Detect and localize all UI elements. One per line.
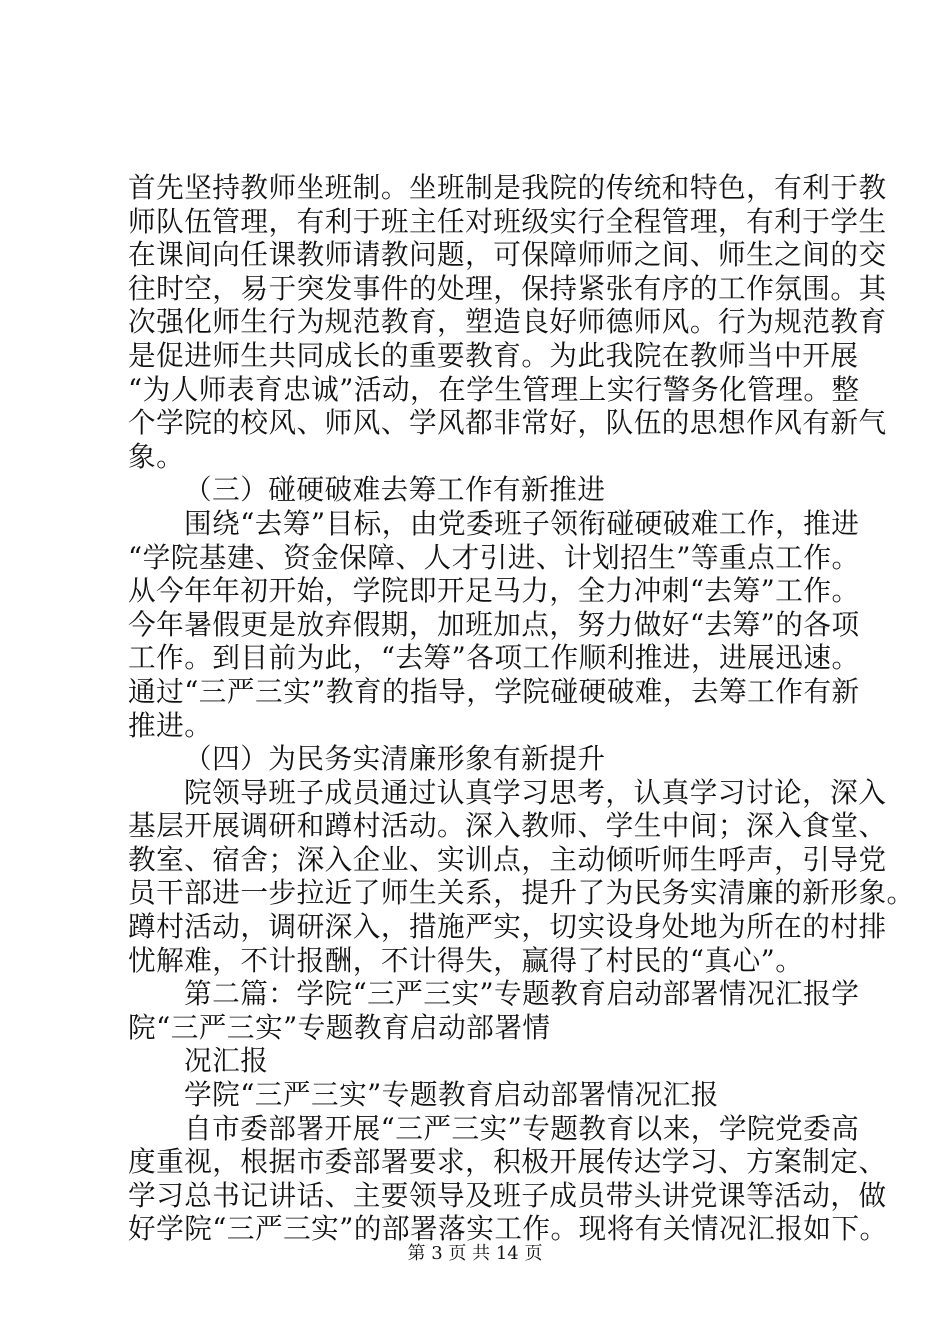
text-line: 是促进师生共同成长的重要教育。为此我院在教师当中开展 (128, 338, 859, 372)
text-line: 好学院“三严三实”的部署落实工作。现将有关情况汇报如下。 (128, 1212, 888, 1246)
text-line: 蹲村活动，调研深入，措施严实，切实设身处地为所在的村排 (128, 910, 887, 944)
text-line: 学院“三严三实”专题教育启动部署情况汇报 (184, 1078, 719, 1112)
text-line: 教室、宿舍；深入企业、实训点，主动倾听师生呼声，引导党 (128, 842, 887, 876)
text-line: 院“三严三实”专题教育启动部署情 (128, 1010, 551, 1044)
text-line: 第二篇：学院“三严三实”专题教育启动部署情况汇报学 (184, 977, 860, 1011)
text-line: （三）碰硬破难去筹工作有新推进 (184, 473, 606, 507)
text-line: 院领导班子成员通过认真学习思考，认真学习讨论，深入 (184, 775, 887, 809)
text-line: 师队伍管理，有利于班主任对班级实行全程管理，有利于学生 (128, 204, 887, 238)
text-line: 通过“三严三实”教育的指导，学院碰硬破难，去筹工作有新 (128, 674, 860, 708)
text-line: 学习总书记讲话、主要领导及班子成员带头讲党课等活动，做 (128, 1178, 887, 1212)
text-line: 往时空，易于突发事件的处理，保持紧张有序的工作氛围。其 (128, 271, 887, 305)
text-line: “为人师表育忠诚”活动，在学生管理上实行警务化管理。整 (128, 372, 860, 406)
text-line: 推进。 (128, 708, 213, 742)
text-line: 象。 (128, 439, 185, 473)
body-text (128, 171, 915, 1246)
text-line: 工作。到目前为此，“去筹”各项工作顺利推进，进展迅速。 (128, 641, 860, 675)
text-line: 基层开展调研和蹲村活动。深入教师、学生中间；深入食堂、 (128, 809, 887, 843)
text-line: 首先坚持教师坐班制。坐班制是我院的传统和特色，有利于教 (128, 171, 887, 204)
text-line: 员干部进一步拉近了师生关系，提升了为民务实清廉的新形象。 (128, 876, 915, 910)
text-line: 自市委部署开展“三严三实”专题教育以来，学院党委高 (184, 1111, 860, 1145)
text-line: 况汇报 (184, 1044, 269, 1078)
text-line: 今年暑假更是放弃假期，加班加点，努力做好“去筹”的各项 (128, 607, 860, 641)
text-line: （四）为民务实清廉形象有新提升 (184, 742, 606, 776)
text-line: 忧解难，不计报酬，不计得失，赢得了村民的“真心”。 (128, 943, 804, 977)
page-footer: 第 3 页 共 14 页 (407, 1243, 543, 1264)
text-line: 从今年年初开始，学院即开足马力，全力冲刺“去筹”工作。 (128, 574, 860, 608)
text-line: “学院基建、资金保障、人才引进、计划招生”等重点工作。 (128, 540, 860, 574)
text-line: 次强化师生行为规范教育，塑造良好师德师风。行为规范教育 (128, 305, 887, 339)
text-line: 在课间向任课教师请教问题，可保障师师之间、师生之间的交 (128, 238, 887, 272)
text-line: 度重视，根据市委部署要求，积极开展传达学习、方案制定、 (128, 1145, 887, 1179)
text-line: 个学院的校风、师风、学风都非常好，队伍的思想作风有新气 (128, 406, 887, 440)
text-line: 围绕“去筹”目标，由党委班子领衔碰硬破难工作，推进 (184, 506, 860, 540)
